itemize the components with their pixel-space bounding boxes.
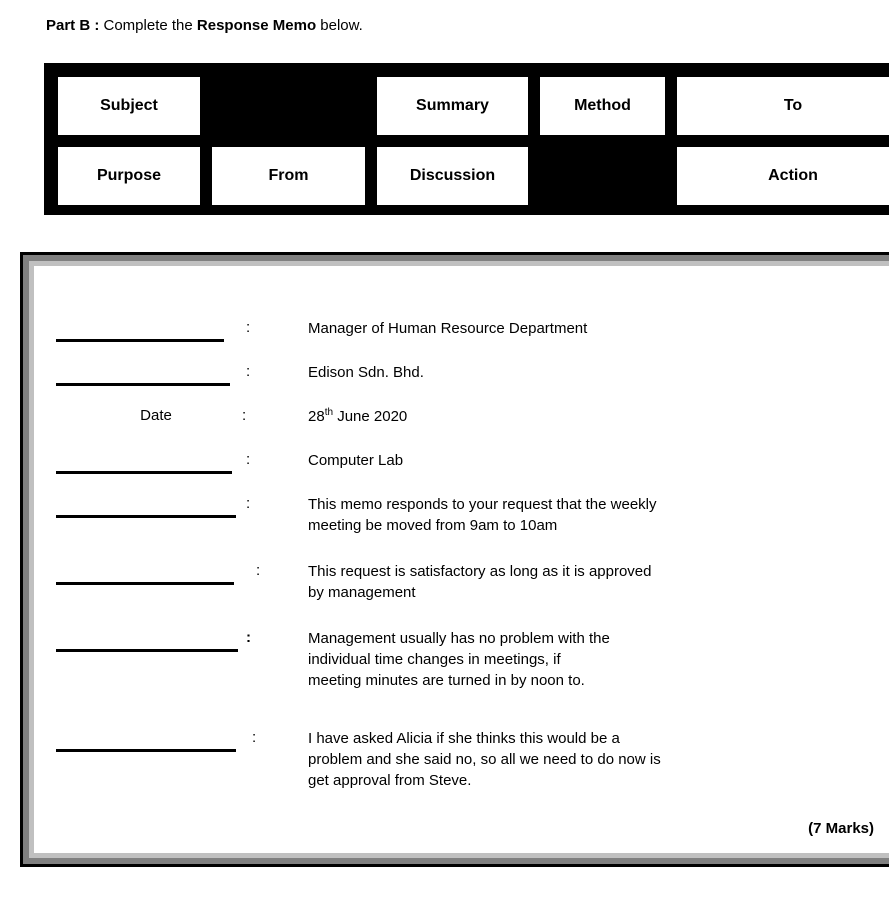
word-bank-cell-redacted[interactable] <box>536 143 669 209</box>
memo-value-line: meeting minutes are turned in by noon to. <box>308 672 585 689</box>
memo-value-line: by management <box>308 584 416 601</box>
memo-answer-blank[interactable] <box>56 649 238 652</box>
memo-field-colon: : <box>256 562 261 579</box>
memo-field-colon: : <box>242 407 247 424</box>
memo-value-line: get approval from Steve. <box>308 772 472 789</box>
memo-field-value <box>308 406 407 427</box>
memo-value-line: Computer Lab <box>308 452 404 469</box>
word-bank-cell-summary[interactable]: Summary <box>373 73 532 139</box>
memo-value-line: This memo responds to your request that the weekly <box>308 496 657 513</box>
part-label: Part B : <box>46 17 100 34</box>
memo-field-value <box>308 561 652 603</box>
memo-value-line: problem and she said no, so all we need to do now is <box>308 751 661 768</box>
word-bank-cell-method[interactable]: Method <box>536 73 669 139</box>
memo-value-line: 28th June 2020 <box>308 407 408 425</box>
memo-value-line: individual time changes in meetings, if <box>308 651 561 668</box>
memo-field-value <box>308 450 403 471</box>
heading-middle: Complete the <box>99 17 197 34</box>
memo-answer-blank[interactable] <box>56 339 224 342</box>
word-bank-cell-action[interactable]: Action <box>673 143 889 209</box>
memo-value-line: Management usually has no problem with the <box>308 630 610 647</box>
memo-box-border-dark <box>23 255 889 864</box>
memo-answer-blank[interactable] <box>56 383 230 386</box>
memo-answer-blank[interactable] <box>56 471 232 474</box>
memo-field-value <box>308 318 587 339</box>
word-bank-cell-from[interactable]: From <box>208 143 369 209</box>
memo-field-colon: : <box>246 319 251 336</box>
marks-label: (7 Marks) <box>808 820 874 837</box>
word-bank-cell-purpose[interactable]: Purpose <box>54 143 204 209</box>
memo-value-line: Edison Sdn. Bhd. <box>308 364 424 381</box>
word-bank-cell-redacted[interactable] <box>208 73 369 139</box>
memo-field-value <box>308 494 657 536</box>
memo-value-line: This request is satisfactory as long as it is approved <box>308 563 652 580</box>
memo-value-line: meeting be moved from 9am to 10am <box>308 517 558 534</box>
memo-field-list <box>34 266 889 853</box>
heading-suffix: below. <box>316 17 363 34</box>
word-bank-cell-subject[interactable]: Subject <box>54 73 204 139</box>
word-bank-grid <box>50 69 889 213</box>
page-title <box>46 17 363 35</box>
memo-field-colon: : <box>246 363 251 380</box>
heading-emphasis: Response Memo <box>196 17 317 34</box>
memo-answer-blank[interactable] <box>56 515 236 518</box>
word-bank-row <box>54 143 889 209</box>
word-bank-table <box>44 63 889 215</box>
memo-field-colon: : <box>252 729 257 746</box>
word-bank-row <box>54 73 889 139</box>
memo-answer-blank[interactable] <box>56 582 234 585</box>
memo-field-colon: : <box>246 629 251 646</box>
memo-answer-blank[interactable] <box>56 749 236 752</box>
memo-field-colon: : <box>246 451 251 468</box>
memo-field-value <box>308 728 661 791</box>
memo-field-value <box>308 362 424 383</box>
word-bank-cell-discussion[interactable]: Discussion <box>373 143 532 209</box>
memo-value-line: I have asked Alicia if she thinks this would be a <box>308 730 620 747</box>
response-memo-box <box>20 252 889 867</box>
memo-field-value <box>308 628 610 691</box>
memo-value-line: Manager of Human Resource Department <box>308 320 588 337</box>
memo-box-border-light <box>29 261 889 858</box>
memo-field-colon: : <box>246 495 251 512</box>
memo-field-label: Date <box>140 407 172 424</box>
word-bank-cell-to[interactable]: To <box>673 73 889 139</box>
